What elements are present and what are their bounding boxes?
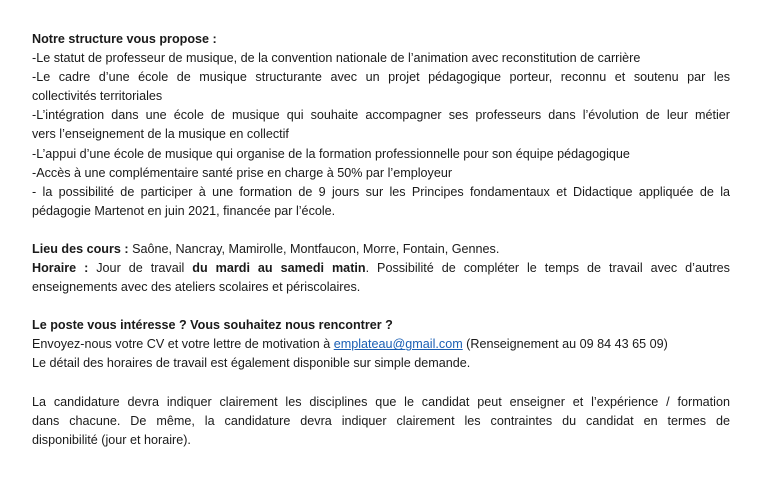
horaire-days: du mardi au samedi matin bbox=[192, 261, 366, 276]
structure-item-line: pédagogie Martenot en juin 2021, financée par l’école. bbox=[32, 203, 336, 218]
candidature-line: dans chacune. De même, la candidature devra indiquer clairement les contraintes du candidat en termes de bbox=[32, 413, 730, 428]
structure-item-line: vers l’enseignement de la musique en collectif bbox=[32, 127, 289, 142]
structure-item bbox=[32, 68, 730, 106]
structure-item bbox=[32, 164, 730, 183]
structure-item-line: -Le cadre d’une école de musique structurante avec un projet pédagogique porteur, reconnu et soutenu par les bbox=[32, 70, 730, 85]
structure-item-line: -Le statut de professeur de musique, de la convention nationale de l’animation avec reconstitution de carrière bbox=[32, 51, 641, 66]
contact-heading: Le poste vous intéresse ? Vous souhaitez nous rencontrer ? bbox=[32, 318, 393, 333]
candidature-line: disponibilité (jour et horaire). bbox=[32, 432, 191, 447]
structure-item bbox=[32, 49, 730, 68]
structure-item-line: -L’intégration dans une école de musique qui souhaite accompagner ses professeurs dans l’évolution de leur métier bbox=[32, 108, 730, 123]
contact-phone-text: (Renseignement au 09 84 43 65 09) bbox=[462, 337, 668, 352]
structure-heading: Notre structure vous propose : bbox=[32, 32, 217, 46]
email-link[interactable]: emplateau@gmail.com bbox=[333, 337, 463, 352]
spacer bbox=[32, 297, 730, 316]
structure-item bbox=[32, 183, 730, 221]
candidature-line: La candidature devra indiquer clairement les disciplines que le candidat peut enseigner et l’expérience / formation bbox=[32, 394, 730, 409]
horaire-line-2: enseignements avec des ateliers scolaires et périscolaires. bbox=[32, 280, 361, 295]
structure-item bbox=[32, 145, 730, 164]
lieu-value: Saône, Nancray, Mamirolle, Montfaucon, Morre, Fontain, Gennes. bbox=[128, 241, 500, 256]
spacer bbox=[32, 221, 730, 240]
lieu-line bbox=[32, 240, 730, 259]
contact-text: Envoyez-nous votre CV et votre lettre de motivation à bbox=[32, 337, 334, 352]
horaire-line bbox=[32, 259, 730, 278]
lieu-label: Lieu des cours : bbox=[32, 241, 129, 256]
horaire-text: . Possibilité de compléter le temps de travail avec d’autres bbox=[365, 261, 730, 276]
horaire-text: Jour de travail bbox=[88, 261, 193, 276]
structure-item bbox=[32, 106, 730, 144]
structure-item-line: - la possibilité de participer à une formation de 9 jours sur les Principes fondamentaux et Didactique appliquée de la bbox=[32, 184, 730, 199]
horaire-label: Horaire : bbox=[32, 261, 89, 276]
structure-item-line: -Accès à une complémentaire santé prise en charge à 50% par l’employeur bbox=[32, 165, 453, 180]
spacer bbox=[32, 374, 730, 393]
contact-detail: Le détail des horaires de travail est également disponible sur simple demande. bbox=[32, 356, 471, 371]
structure-item-line: collectivités territoriales bbox=[32, 89, 163, 104]
structure-item-line: -L’appui d’une école de musique qui organise de la formation professionnelle pour son équipe pédagogique bbox=[32, 146, 630, 161]
contact-line bbox=[32, 335, 730, 354]
